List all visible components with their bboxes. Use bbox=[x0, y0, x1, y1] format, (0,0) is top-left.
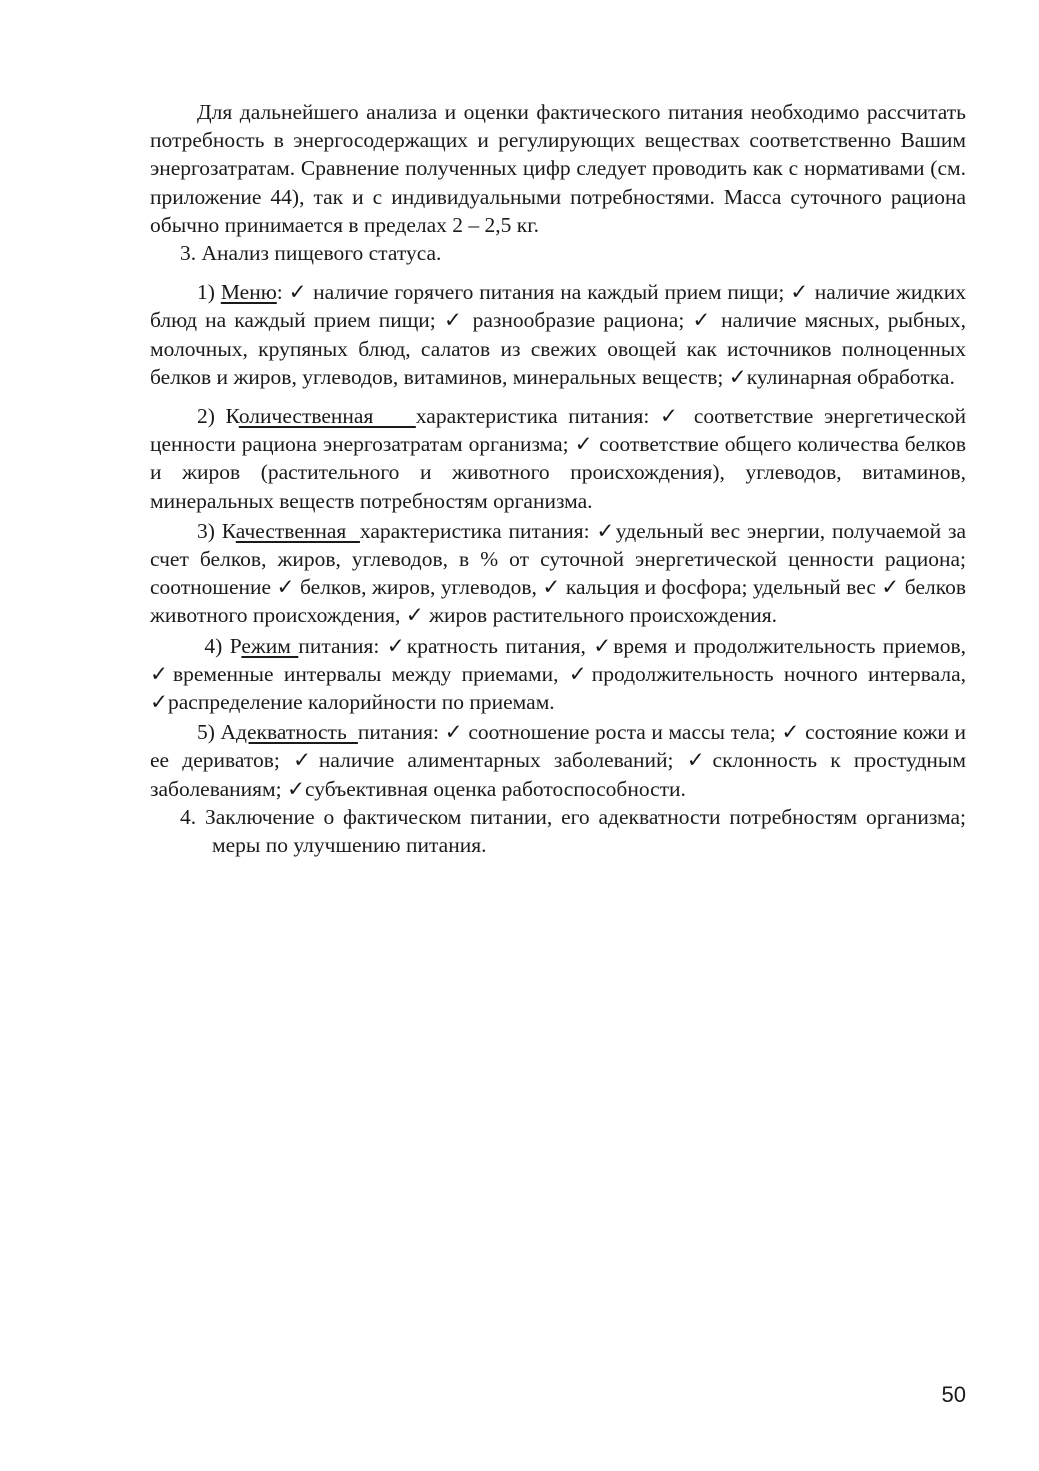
item-quantitative-text: характеристика питания: ✓ соответствие энергетической ценности рациона энергозатратам организма; ✓ соответствие общего количества белков и жиров (растительного и животного происхождения), углеводов, витаминов, минеральных веществ потребностям организма. bbox=[150, 404, 967, 513]
item-quantitative bbox=[150, 402, 966, 515]
section-4-conclusion: 4. Заключение о фактическом питании, его адекватности потребностям организма; меры по улучшению питания. bbox=[180, 804, 966, 858]
item-menu-number: 1) bbox=[197, 280, 221, 305]
intro-paragraph: Для дальнейшего анализа и оценки фактического питания необходимо рассчитать потребность в энергосодержащих и регулирующих веществах соответственно Вашим энергозатратам. Сравнение полученных цифр следует проводить как с нормативами (см. приложение 44), так и с индивидуальными потребностями. Масса суточного рациона обычно принимается в пределах 2 – 2,5 кг. bbox=[150, 100, 966, 237]
section-3-heading: 3. Анализ пищевого статуса. bbox=[180, 241, 442, 266]
item-regime-number: 4) Р bbox=[197, 633, 242, 658]
item-adequacy-title: декватность bbox=[236, 720, 358, 745]
item-adequacy bbox=[150, 718, 966, 803]
item-menu-text: : ✓ наличие горячего питания на каждый прием пищи; ✓ наличие жидких блюд на каждый прием пищи; ✓ разнообразие рациона; ✓ наличие мясных, рыбных, молочных, крупяных блюд, салатов из свежих овощей как источников полноценных белков и жиров, углеводов, витаминов, минеральных веществ; ✓кулинарная обработка. bbox=[150, 280, 966, 389]
item-regime bbox=[150, 632, 966, 717]
item-adequacy-number: 5) А bbox=[197, 720, 237, 745]
item-qualitative-number: 3) К bbox=[197, 518, 236, 543]
item-qualitative-text: характеристика питания: ✓удельный вес энергии, получаемой за счет белков, жиров, углеводов, в % от суточной энергетической ценности рациона; соотношение ✓ белков, жиров, углеводов, ✓ кальция и фосфора; удельный вес ✓ белков животного происхождения, ✓ жиров растительного происхождения. bbox=[150, 518, 966, 628]
item-qualitative-title: ачественная bbox=[235, 518, 360, 543]
item-quantitative-number: 2) К bbox=[197, 404, 239, 429]
document-page bbox=[150, 98, 966, 859]
item-adequacy-text: питания: ✓ соотношение роста и массы тела; ✓ состояние кожи и ее дериватов; ✓наличие алиментарных заболеваний; ✓склонность к простудным заболеваниям; ✓субъективная оценка работоспособности. bbox=[150, 720, 967, 801]
page-number: 50 bbox=[941, 1382, 966, 1407]
item-qualitative bbox=[150, 517, 966, 630]
item-regime-title: ежим bbox=[241, 633, 299, 658]
item-menu-title: Меню bbox=[220, 280, 277, 305]
item-quantitative-title: оличественная bbox=[238, 404, 416, 429]
item-regime-text: питания: ✓кратность питания, ✓время и продолжительность приемов, ✓временные интервалы между приемами, ✓продолжительность ночного интервала, ✓распределение калорийности по приемам. bbox=[150, 633, 966, 715]
item-menu bbox=[150, 278, 966, 391]
